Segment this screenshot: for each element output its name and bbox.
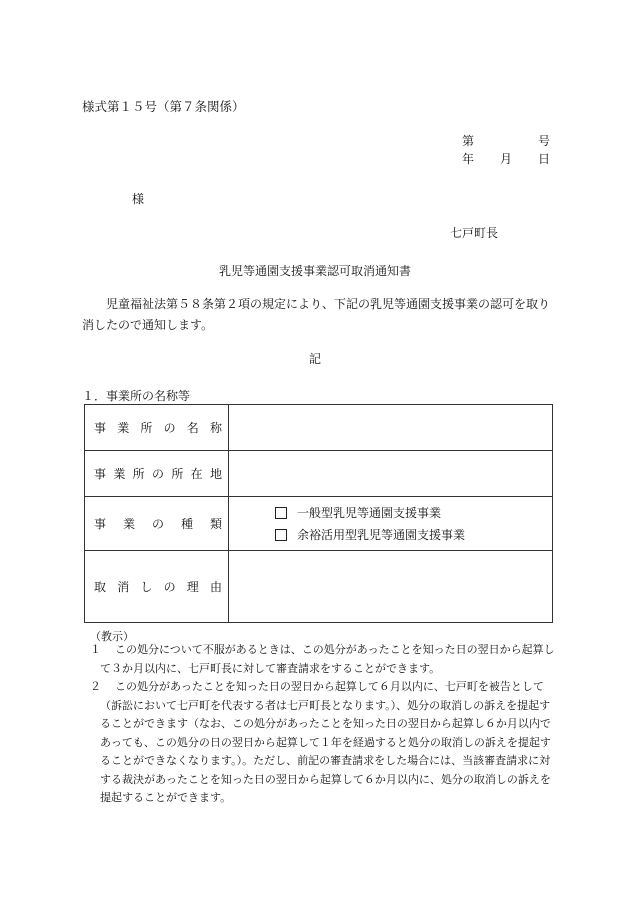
section-heading: １．事業所の名称等: [82, 389, 191, 403]
notice-number: ２: [90, 680, 101, 693]
notice-item: [82, 678, 558, 808]
option-surplus[interactable]: [229, 524, 552, 546]
facility-address-field[interactable]: [229, 451, 553, 497]
doc-number-prefix: 第: [462, 134, 475, 148]
document-title: 乳児等通園支援事業認可取消通知書: [218, 264, 411, 278]
table-label-cell: [85, 497, 229, 551]
row-label: 取 消 し の 理 由: [94, 580, 222, 594]
notice-text: この処分について不服があるときは、この処分があったことを知った日の翌日から起算して３か月以内に、七戸町長に対して審査請求をすることができます。: [100, 643, 555, 675]
issuer: 七戸町長: [450, 226, 499, 240]
table-row: [85, 497, 553, 551]
checkbox-icon[interactable]: [275, 507, 287, 519]
option-label: 一般型乳児等通園支援事業: [297, 506, 442, 520]
recipient-honorific: 様: [132, 192, 145, 206]
document-number: [462, 132, 550, 149]
notice-heading: （教示）: [90, 630, 134, 643]
date-day: 日: [537, 152, 550, 166]
body-paragraph: 児童福祉法第５８条第２項の規定により、下記の乳児等通園支援事業の認可を取り消したので通知します。: [82, 297, 551, 332]
date-month: 月: [499, 152, 512, 166]
table-row: [85, 451, 553, 497]
business-type-options: [229, 497, 553, 551]
form-number: 様式第１５号（第７条関係）: [82, 99, 245, 114]
table-label-cell: [85, 551, 229, 623]
ki-heading: 記: [308, 352, 321, 366]
notice-item: [82, 641, 558, 678]
option-general[interactable]: [229, 502, 552, 524]
table-label-cell: [85, 451, 229, 497]
notice-number: １: [90, 643, 101, 656]
table-label-cell: [85, 405, 229, 451]
doc-number-suffix: 号: [537, 134, 550, 148]
table-row: [85, 551, 553, 623]
facility-name-field[interactable]: [229, 405, 553, 451]
row-label: 事 業 の 種 類: [94, 517, 222, 531]
notice-text: この処分があったことを知った日の翌日から起算して６月以内に、七戸町を被告として（訴訟において七戸町を代表する者は七戸町長となります。）、処分の取消しの訴えを提起することができます（なお、この処分があったことを知った日の翌日から起算し６か月以内であっても、この処分の日の翌日から起算して１年を経過すると処分の取消しの訴えを提起することができなくなります。）。ただし、前記の審査請求をした場合には、当該審査請求に対する裁決があったことを知った日の翌日から起算して６か月以内に、処分の取消しの訴えを提起することができます。: [100, 680, 551, 804]
facility-table: [84, 404, 553, 623]
table-row: [85, 405, 553, 451]
row-label: 事 業 所 の 名 称: [94, 421, 222, 435]
option-label: 余裕活用型乳児等通園支援事業: [297, 528, 466, 542]
checkbox-icon[interactable]: [275, 529, 287, 541]
date-year: 年: [462, 152, 475, 166]
row-label: 事 業 所 の 所 在 地: [94, 467, 222, 481]
cancellation-reason-field[interactable]: [229, 551, 553, 623]
document-date: [462, 150, 550, 167]
